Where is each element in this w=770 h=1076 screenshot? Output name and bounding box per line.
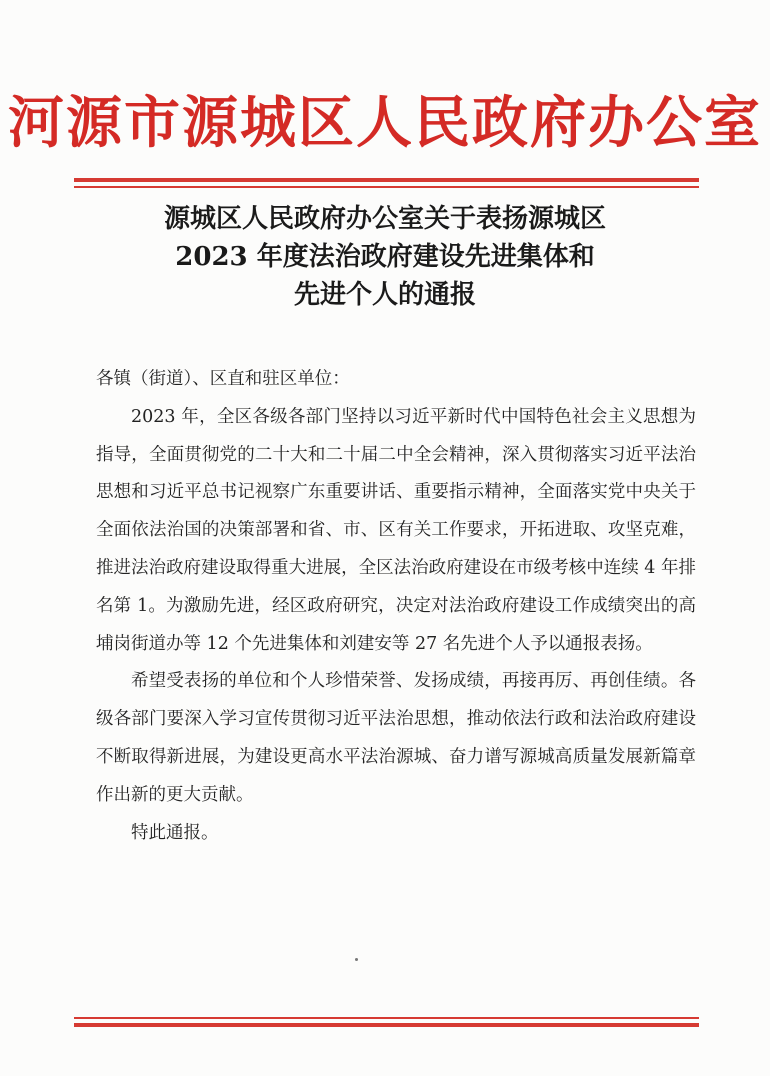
organization-header: 河源市源城区人民政府办公室	[8, 90, 762, 156]
paragraph-1: 2023 年，全区各级各部门坚持以习近平新时代中国特色社会主义思想为指导，全面贯彻党的二十大和二十届二中全会精神，深入贯彻落实习近平法治思想和习近平总书记视察广东重要讲话、重要指示精神，全面落实党中央关于全面依法治国的决策部署和省、市、区有关工作要求，开拓进取、攻坚克难，推进法治政府建设取得重大进展，全区法治政府建设在市级考核中连续 4 年排名第 1。为激励先进，经区政府研究，决定对法治政府建设工作成绩突出的高埔岗街道办等 12 个先进集体和刘建安等 27 名先进个人予以通报表扬。	[96, 406, 696, 654]
document-title	[0, 200, 770, 314]
paragraph-2: 希望受表扬的单位和个人珍惜荣誉、发扬成绩，再接再厉、再创佳绩。各级各部门要深入学习宣传贯彻习近平法治思想，推动依法行政和法治政府建设不断取得新进展，为建设更高水平法治源城、奋力谱写源城高质量发展新篇章作出新的更大贡献。	[96, 671, 696, 805]
paragraph-closing: 特此通报。	[131, 822, 219, 843]
title-line-1: 源城区人民政府办公室关于表扬源城区	[163, 204, 606, 234]
salutation: 各镇（街道）、区直和驻区单位：	[96, 369, 350, 389]
title-line-3: 先进个人的通报	[293, 280, 476, 310]
header-rule-thin	[74, 186, 699, 188]
document-body	[96, 361, 696, 852]
page-dot	[355, 958, 358, 961]
footer-rule-thin	[74, 1017, 699, 1019]
title-line-2: 2023 年度法治政府建设先进集体和	[175, 242, 595, 272]
footer-rule-thick	[74, 1023, 699, 1027]
header-rule-thick	[74, 178, 699, 182]
